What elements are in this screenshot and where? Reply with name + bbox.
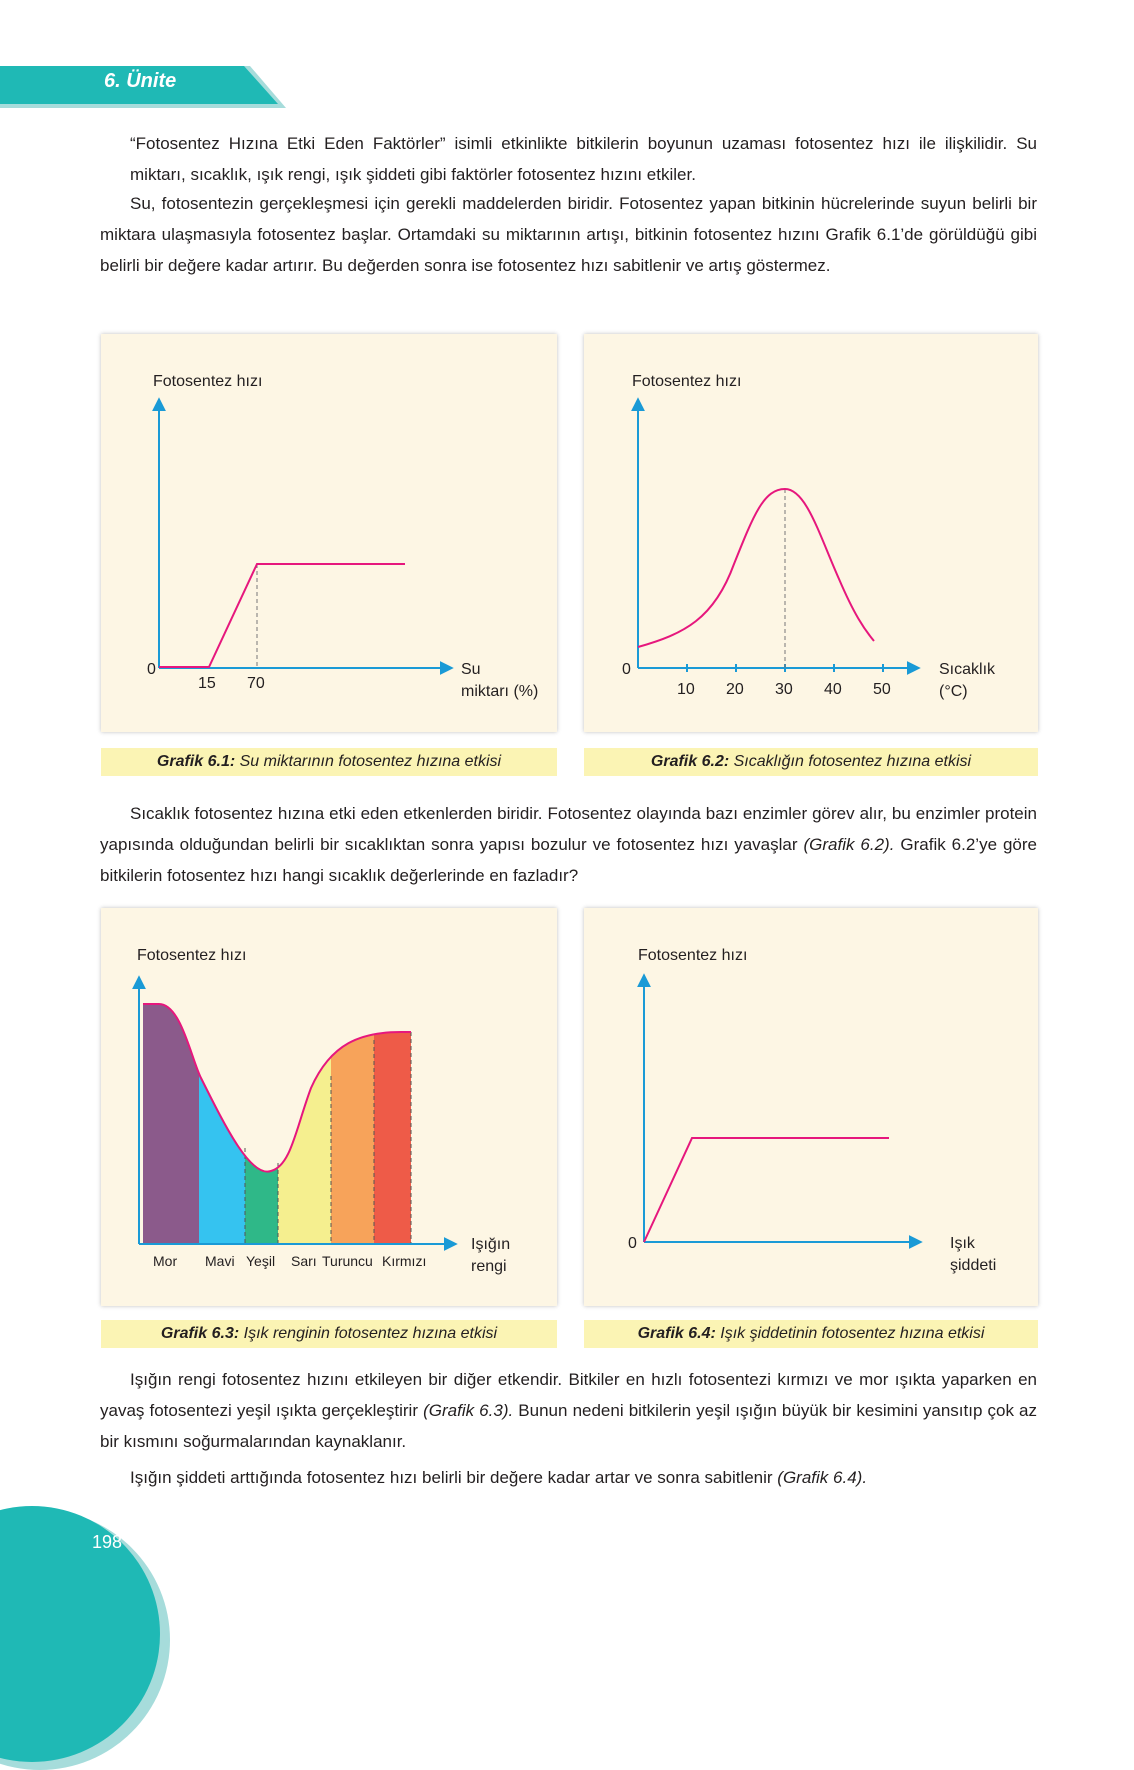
category-label: Mavi [205, 1253, 235, 1269]
caption-label: Grafik 6.4: [637, 1325, 716, 1342]
tick-label: 30 [775, 681, 793, 698]
text-run: Grafik 6.2’ye göre bitkilerin fotosentez hızı hangi sıcaklık değerlerinde en fazladır? [100, 835, 1037, 885]
category-label: Yeşil [246, 1253, 276, 1269]
unit-title: 6. Ünite [104, 70, 177, 92]
tick-label: 20 [726, 681, 744, 698]
page-number: 198 [92, 1532, 123, 1552]
chart-6-3 [101, 908, 557, 1306]
text-run-italic: (Grafik 6.2). [803, 835, 895, 854]
chart-6-1-box [101, 334, 557, 732]
chart-6-3-box [101, 908, 557, 1306]
text-run-italic: (Grafik 6.3). [423, 1401, 514, 1420]
y-axis-label: Fotosentez hızı [632, 373, 742, 390]
unit-header-tab [0, 66, 286, 110]
x-axis-label-line2: şiddeti [950, 1257, 997, 1274]
band-mavi [199, 988, 245, 1244]
chart-6-2 [584, 334, 1038, 732]
band-yesil [245, 988, 278, 1244]
y-axis-label: Fotosentez hızı [153, 373, 263, 390]
paragraph-light-intensity [100, 1462, 1037, 1493]
chart-6-2-box [584, 334, 1038, 732]
tick-label: 50 [873, 681, 891, 698]
x-axis-label-line1: Sıcaklık [939, 661, 996, 678]
category-label: Turuncu [322, 1253, 373, 1269]
caption-label: Grafik 6.2: [650, 753, 730, 770]
text-run: Sıcaklık fotosentez hızına etki eden etkenlerden biridir. Fotosentez olayında bazı enzimler görev alır, bu enzimler protein yapısında olduğundan belirli bir sıcaklıktan sonra yapısı bozulur ve fotosentez hızı yavaşlar [100, 804, 1037, 854]
band-turuncu [331, 988, 374, 1244]
x-axis-label-line1: Işığın [471, 1236, 511, 1253]
x-axis-label-line1: Su [461, 661, 481, 678]
origin-label: 0 [147, 661, 156, 678]
category-label: Mor [153, 1253, 178, 1269]
caption-label: Grafik 6.1: [156, 753, 236, 770]
series-line [644, 1138, 889, 1242]
caption-6-2 [584, 748, 1038, 776]
text-run: Işığın şiddeti arttığında fotosentez hızı belirli bir değere kadar artar ve sonra sabitlenir [130, 1468, 778, 1487]
paragraph-light-color [100, 1364, 1037, 1457]
series-line [638, 489, 874, 647]
caption-text: Işık şiddetinin fotosentez hızına etkisi [715, 1325, 985, 1342]
text-run: Bunun nedeni bitkilerin yeşil ışığın büyük bir kesimini yansıtıp çok az bir kısmını soğurmalarından kaynaklanır. [100, 1401, 1037, 1451]
tick-label: 40 [824, 681, 842, 698]
tick-label: 15 [198, 675, 216, 692]
origin-label: 0 [628, 1235, 637, 1252]
chart-6-4 [584, 908, 1038, 1306]
category-label: Sarı [291, 1253, 317, 1269]
chart-6-1 [101, 334, 557, 732]
band-mor [143, 988, 199, 1244]
paragraph-water: Su, fotosentezin gerçekleşmesi için gerekli maddelerden biridir. Fotosentez yapan bitkinin hücrelerinde suyun belirli bir miktara ulaşmasıyla fotosentez başlar. Ortamdaki su miktarının artışı, bitkinin fotosentez hızını Grafik 6.1’de görüldüğü gibi belirli bir değere kadar artırır. Bu değerden sonra ise fotosentez hızı sabitlenir ve artış göstermez. [100, 194, 1037, 275]
chart-6-4-box [584, 908, 1038, 1306]
y-axis-label: Fotosentez hızı [638, 947, 748, 964]
caption-text: Işık renginin fotosentez hızına etkisi [239, 1325, 498, 1342]
x-axis-label-line2: miktarı (%) [461, 683, 539, 700]
x-axis-label-line2: (°C) [939, 683, 968, 700]
y-axis-label: Fotosentez hızı [137, 947, 247, 964]
caption-text: Su miktarının fotosentez hızına etkisi [235, 753, 502, 770]
caption-text: Sıcaklığın fotosentez hızına etkisi [729, 753, 972, 770]
color-bands [143, 988, 411, 1244]
series-line [159, 564, 405, 667]
band-sari [278, 988, 331, 1244]
tick-label: 10 [677, 681, 695, 698]
text-run-italic: (Grafik 6.4). [777, 1468, 868, 1487]
band-kirmizi [374, 988, 411, 1244]
tick-label: 70 [247, 675, 265, 692]
x-axis-label-line1: Işık [950, 1235, 975, 1252]
text-run: Işığın rengi fotosentez hızını etkileyen bir diğer etkendir. Bitkiler en hızlı fotosentezi kırmızı ve mor ışıkta yaparken en yavaş fotosentezi yeşil ışıkta gerçekleştirir [100, 1370, 1037, 1420]
caption-label: Grafik 6.3: [160, 1325, 240, 1342]
x-axis-label-line2: rengi [471, 1258, 507, 1275]
caption-6-1 [101, 748, 557, 776]
category-label: Kırmızı [382, 1253, 427, 1269]
caption-6-4 [584, 1320, 1038, 1348]
caption-6-3 [101, 1320, 557, 1348]
paragraph-temperature [100, 798, 1037, 891]
origin-label: 0 [622, 661, 631, 678]
paragraph-intro: “Fotosentez Hızına Etki Eden Faktörler” isimli etkinlikte bitkilerin boyunun uzaması fotosentez hızı ile ilişkilidir. Su miktarı, sıcaklık, ışık rengi, ışık şiddeti gibi faktörler fotosentez hızını etkiler. [130, 134, 1037, 184]
